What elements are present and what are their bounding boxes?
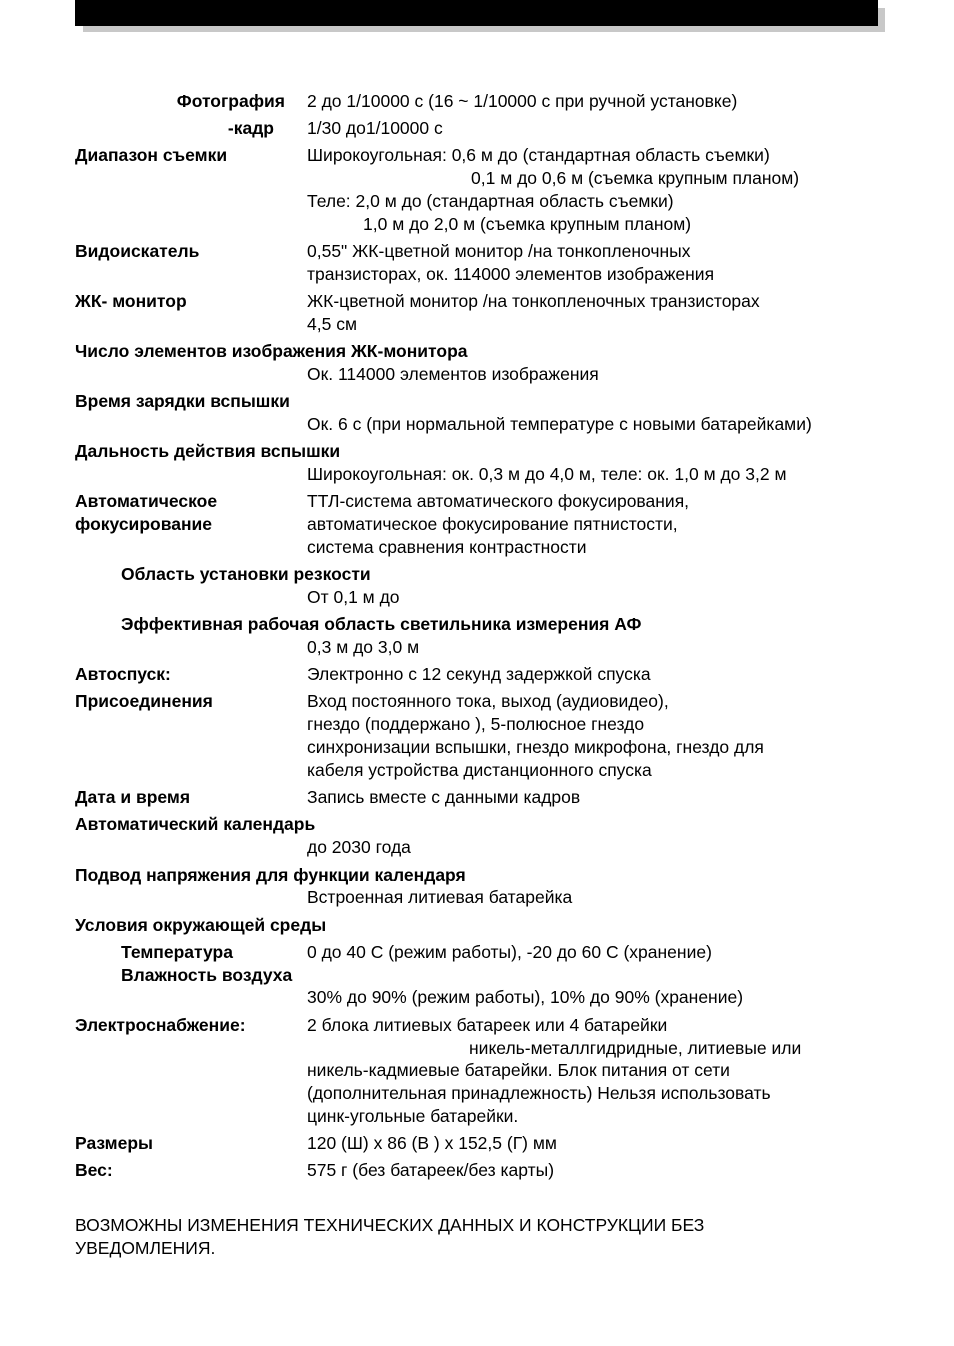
lcd-pixels-label: Число элементов изображения ЖК-монитора: [75, 341, 468, 361]
calendar-label: Автоматический календарь: [75, 814, 316, 834]
viewfinder-label: Видоискатель: [75, 241, 200, 261]
viewfinder-line-1: 0,55" ЖК-цветной монитор /на тонкопленочных: [307, 241, 691, 261]
connections-line-1: Вход постоянного тока, выход (аудиовидео),: [307, 691, 669, 711]
calendar-power-label: Подвод напряжения для функции календаря: [75, 865, 466, 885]
power-line-3: никель-кадмиевые батарейки. Блок питания от сети: [307, 1060, 730, 1080]
connections-line-2: гнездо (поддержано ), 5-полюсное гнездо: [307, 714, 645, 734]
weight-value: 575 г (без батареек/без карты): [307, 1160, 555, 1180]
lcd-line-1: ЖК-цветной монитор /на тонкопленочных транзисторах: [307, 291, 760, 311]
af-label-line-2: фокусирование: [75, 514, 213, 534]
frame-value: 1/30 до1/10000 с: [307, 118, 443, 138]
power-line-5: цинк-угольные батарейки.: [307, 1106, 519, 1126]
lcd-pixels-value: Ок. 114000 элементов изображения: [307, 364, 599, 384]
datetime-value: Запись вместе с данными кадров: [307, 787, 581, 807]
af-light-value: 0,3 м до 3,0 м: [307, 637, 420, 657]
timer-value: Электронно с 12 секунд задержкой спуска: [307, 664, 651, 684]
range-tele-line-1: Теле: 2,0 м до (стандартная область съемки): [307, 191, 674, 211]
timer-label: Автоспуск:: [75, 664, 171, 684]
af-line-1: ТТЛ-система автоматического фокусирования,: [307, 491, 690, 511]
focus-area-label: Область установки резкости: [121, 564, 371, 584]
lcd-label: ЖК- монитор: [75, 291, 187, 311]
viewfinder-line-2: транзисторах, ок. 114000 элементов изображения: [307, 264, 715, 284]
flash-range-value: Широкоугольная: ок. 0,3 м до 4,0 м, теле: ок. 1,0 м до 3,2 м: [307, 464, 787, 484]
temperature-label: Температура: [121, 942, 233, 962]
temperature-value: 0 до 40 С (режим работы), -20 до 60 С (хранение): [307, 942, 712, 962]
humidity-label: Влажность воздуха: [121, 965, 293, 985]
lcd-line-2: 4,5 см: [307, 314, 357, 334]
power-line-1: 2 блока литиевых батареек или 4 батарейки: [307, 1015, 668, 1035]
size-label: Размеры: [75, 1133, 153, 1153]
flash-charge-label: Время зарядки вспышки: [75, 391, 290, 411]
connections-line-4: кабеля устройства дистанционного спуска: [307, 760, 652, 780]
connections-label: Присоединения: [75, 691, 213, 711]
notice-line-1: ВОЗМОЖНЫ ИЗМЕНЕНИЯ ТЕХНИЧЕСКИХ ДАННЫХ И КОНСТРУКЦИИ БЕЗ: [75, 1215, 705, 1235]
flash-charge-value: Ок. 6 с (при нормальной температуре с новыми батарейками): [307, 414, 812, 434]
range-tele-line-2: 1,0 м до 2,0 м (съемка крупным планом): [363, 214, 692, 234]
photo-value: 2 до 1/10000 с (16 ~ 1/10000 с при ручной установке): [307, 91, 738, 111]
range-label: Диапазон съемки: [75, 145, 228, 165]
power-line-4: (дополнительная принадлежность) Нельзя использовать: [307, 1083, 771, 1103]
frame-label: -кадр: [227, 118, 274, 138]
photo-label: Фотография: [176, 91, 285, 111]
environment-label: Условия окружающей среды: [75, 915, 327, 935]
calendar-value: до 2030 года: [307, 837, 411, 857]
af-light-label: Эффективная рабочая область светильника измерения АФ: [121, 614, 642, 634]
af-line-3: система сравнения контрастности: [307, 537, 587, 557]
humidity-value: 30% до 90% (режим работы), 10% до 90% (хранение): [307, 987, 744, 1007]
flash-range-label: Дальность действия вспышки: [75, 441, 341, 461]
notice-line-2: УВЕДОМЛЕНИЯ.: [75, 1238, 216, 1258]
calendar-power-value: Встроенная литиевая батарейка: [307, 887, 573, 907]
size-value: 120 (Ш) x 86 (В ) x 152,5 (Г) мм: [307, 1133, 557, 1153]
range-wide-line-1: Широкоугольная: 0,6 м до (стандартная область съемки): [307, 145, 770, 165]
power-label: Электроснабжение:: [75, 1015, 246, 1035]
power-line-2: никель-металлгидридные, литиевые или: [469, 1038, 802, 1058]
connections-line-3: синхронизации вспышки, гнездо микрофона, гнездо для: [307, 737, 764, 757]
af-label-line-1: Автоматическое: [75, 491, 218, 511]
range-wide-line-2: 0,1 м до 0,6 м (съемка крупным планом): [471, 168, 800, 188]
weight-label: Вес:: [75, 1160, 113, 1180]
datetime-label: Дата и время: [75, 787, 191, 807]
af-line-2: автоматическое фокусирование пятнистости,: [307, 514, 678, 534]
header-bar: [75, 0, 878, 26]
focus-area-value: От 0,1 м до: [307, 587, 400, 607]
